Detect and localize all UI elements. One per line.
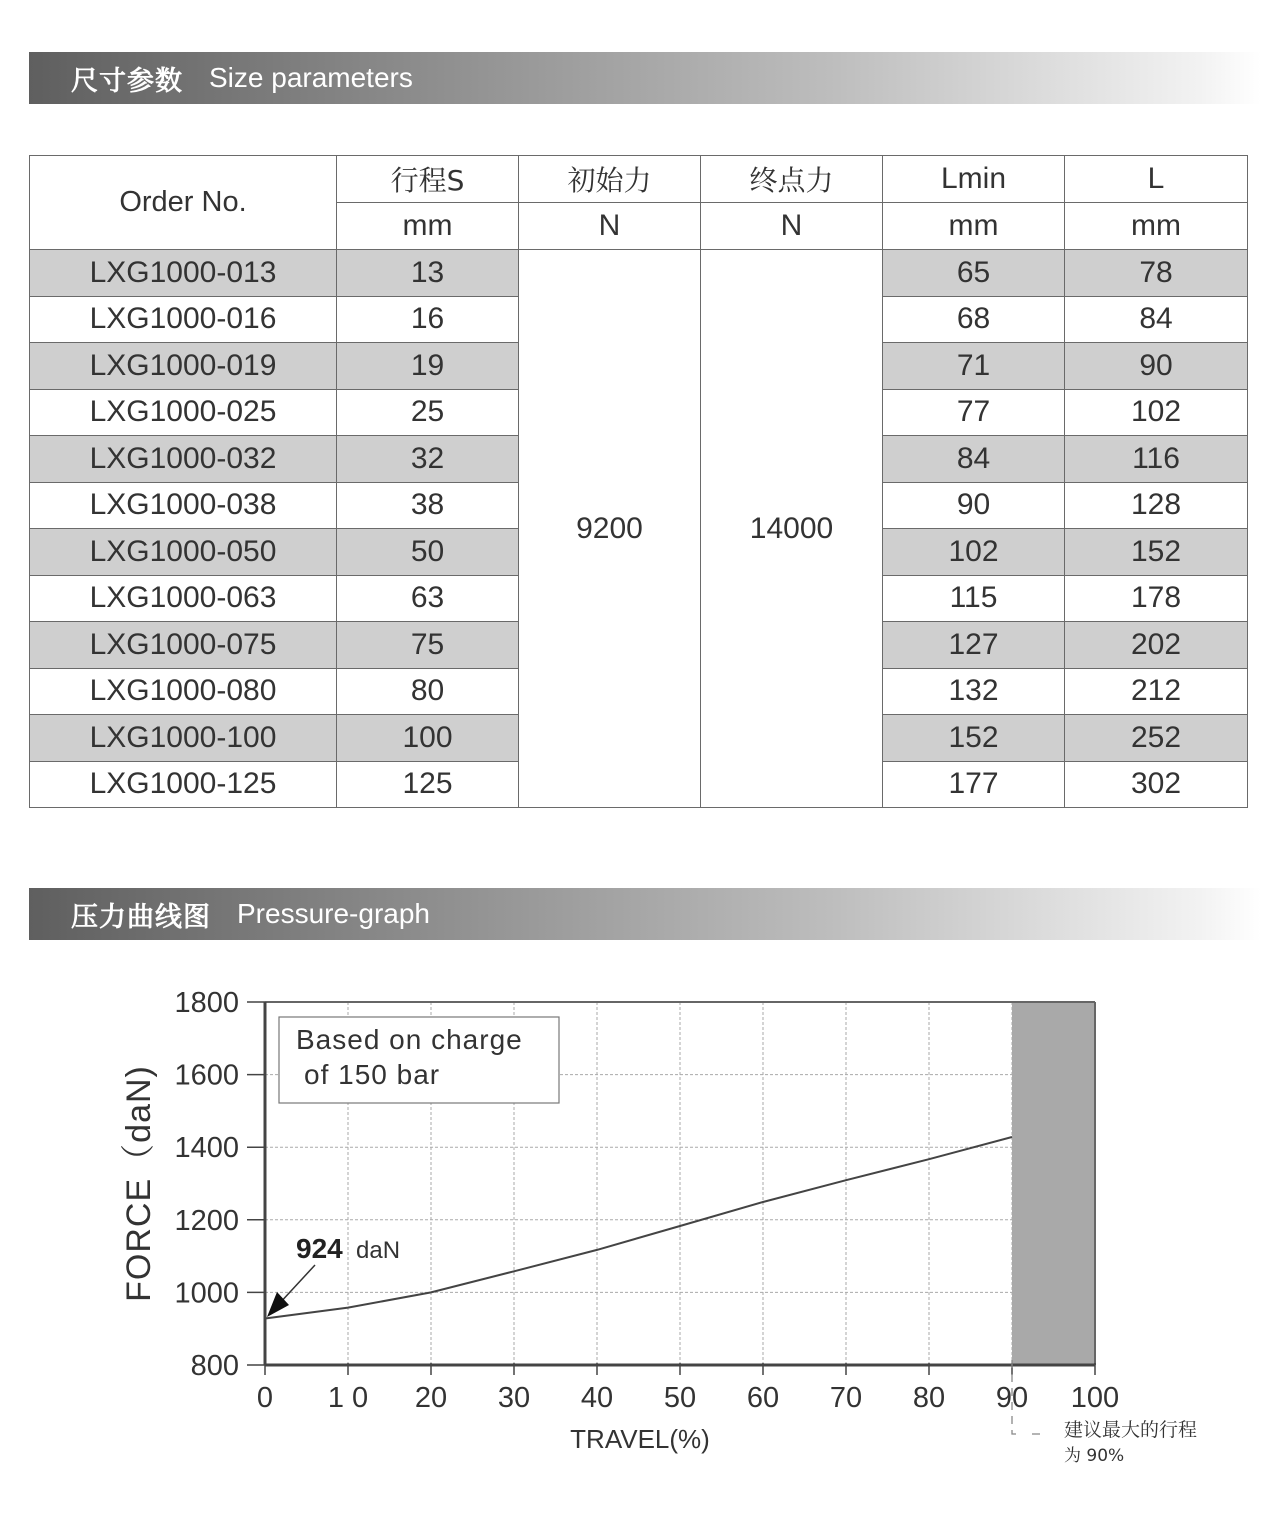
x-tick-label: 80: [912, 1382, 946, 1414]
cell-lmin: 84: [883, 436, 1065, 483]
x-tick-label: 60: [746, 1382, 780, 1414]
cell-lmin: 102: [883, 529, 1065, 576]
header-final-force: 终点力: [701, 156, 883, 203]
cell-stroke: 50: [337, 529, 519, 576]
cell-order-no: LXG1000-080: [30, 668, 337, 715]
cell-lmin: 65: [883, 250, 1065, 297]
header-lmin: Lmin: [883, 156, 1065, 203]
pressure-graph-header: [29, 888, 1261, 940]
unit-initial-force: N: [519, 203, 701, 250]
max-travel-shaded-region: [1012, 1002, 1095, 1365]
cell-stroke: 32: [337, 436, 519, 483]
cell-l: 102: [1065, 389, 1248, 436]
y-tick-label: 800: [190, 1350, 239, 1382]
cell-stroke: 80: [337, 668, 519, 715]
unit-l: mm: [1065, 203, 1248, 250]
unit-final-force: N: [701, 203, 883, 250]
cell-l: 84: [1065, 296, 1248, 343]
cell-l: 128: [1065, 482, 1248, 529]
annotation-value: 924: [296, 1233, 343, 1264]
pressure-chart: [0, 960, 1285, 1520]
note-line-1: 建议最大的行程: [1064, 1419, 1198, 1441]
size-parameters-table: [29, 155, 1248, 808]
legend-line-2: of 150 bar: [304, 1059, 441, 1090]
cell-order-no: LXG1000-013: [30, 250, 337, 297]
y-tick-label: 1000: [174, 1277, 239, 1310]
cell-l: 152: [1065, 529, 1248, 576]
x-tick-labels: [257, 1382, 1119, 1414]
x-tick-label: 30: [497, 1382, 531, 1414]
cell-order-no: LXG1000-050: [30, 529, 337, 576]
cell-order-no: LXG1000-075: [30, 622, 337, 669]
cell-stroke: 75: [337, 622, 519, 669]
cell-order-no: LXG1000-032: [30, 436, 337, 483]
section-title-en: Size parameters: [209, 62, 413, 93]
x-tick-label: 0: [256, 1382, 274, 1414]
header-order-no: Order No.: [30, 156, 337, 250]
cell-stroke: 25: [337, 389, 519, 436]
cell-final-force: 14000: [701, 250, 883, 808]
cell-order-no: LXG1000-038: [30, 482, 337, 529]
cell-lmin: 177: [883, 761, 1065, 808]
header-initial-force: 初始力: [519, 156, 701, 203]
header-l: L: [1065, 156, 1248, 203]
note-line-2: 为 90%: [1064, 1446, 1125, 1466]
y-tick-label: 1200: [174, 1204, 239, 1237]
x-tick-label: 100: [1070, 1382, 1120, 1414]
cell-lmin: 132: [883, 668, 1065, 715]
table-row: [30, 250, 1248, 297]
x-tick-label: 70: [829, 1382, 863, 1414]
y-tick-label: 1800: [174, 987, 239, 1019]
cell-l: 252: [1065, 715, 1248, 762]
y-tick-labels: [174, 987, 239, 1382]
cell-lmin: 71: [883, 343, 1065, 390]
y-axis-label: FORCE（daN): [120, 1065, 158, 1302]
y-tick-label: 1400: [174, 1132, 239, 1165]
cell-stroke: 125: [337, 761, 519, 808]
cell-lmin: 115: [883, 575, 1065, 622]
cell-l: 302: [1065, 761, 1248, 808]
header-row-names: [30, 156, 1248, 203]
cell-stroke: 13: [337, 250, 519, 297]
annotation-unit: daN: [356, 1237, 401, 1264]
cell-order-no: LXG1000-025: [30, 389, 337, 436]
cell-lmin: 68: [883, 296, 1065, 343]
cell-stroke: 100: [337, 715, 519, 762]
y-tick-label: 1600: [174, 1059, 239, 1092]
x-tick-label: 50: [663, 1382, 697, 1414]
cell-l: 212: [1065, 668, 1248, 715]
cell-stroke: 16: [337, 296, 519, 343]
size-parameters-header: [29, 52, 1261, 104]
x-tick-label: 40: [580, 1382, 614, 1414]
cell-l: 90: [1065, 343, 1248, 390]
cell-initial-force: 9200: [519, 250, 701, 808]
x-tick-label: 1 0: [327, 1382, 369, 1414]
x-tick-label: 90: [995, 1382, 1029, 1414]
x-axis-label: TRAVEL(%): [570, 1424, 710, 1454]
cell-l: 178: [1065, 575, 1248, 622]
cell-order-no: LXG1000-016: [30, 296, 337, 343]
section-title-zh: 尺寸参数: [71, 65, 183, 97]
cell-stroke: 38: [337, 482, 519, 529]
cell-lmin: 127: [883, 622, 1065, 669]
cell-order-no: LXG1000-019: [30, 343, 337, 390]
cell-lmin: 90: [883, 482, 1065, 529]
section-title-zh: 压力曲线图: [71, 901, 211, 933]
cell-l: 202: [1065, 622, 1248, 669]
cell-order-no: LXG1000-063: [30, 575, 337, 622]
header-stroke: 行程S: [337, 156, 519, 203]
legend-box: [279, 1017, 559, 1103]
cell-order-no: LXG1000-125: [30, 761, 337, 808]
cell-l: 78: [1065, 250, 1248, 297]
cell-lmin: 152: [883, 715, 1065, 762]
unit-stroke: mm: [337, 203, 519, 250]
legend-line-1: Based on charge: [296, 1024, 523, 1055]
cell-order-no: LXG1000-100: [30, 715, 337, 762]
cell-stroke: 63: [337, 575, 519, 622]
x-tick-label: 20: [414, 1382, 448, 1414]
unit-lmin: mm: [883, 203, 1065, 250]
cell-lmin: 77: [883, 389, 1065, 436]
cell-l: 116: [1065, 436, 1248, 483]
section-title-en: Pressure-graph: [237, 898, 430, 929]
cell-stroke: 19: [337, 343, 519, 390]
